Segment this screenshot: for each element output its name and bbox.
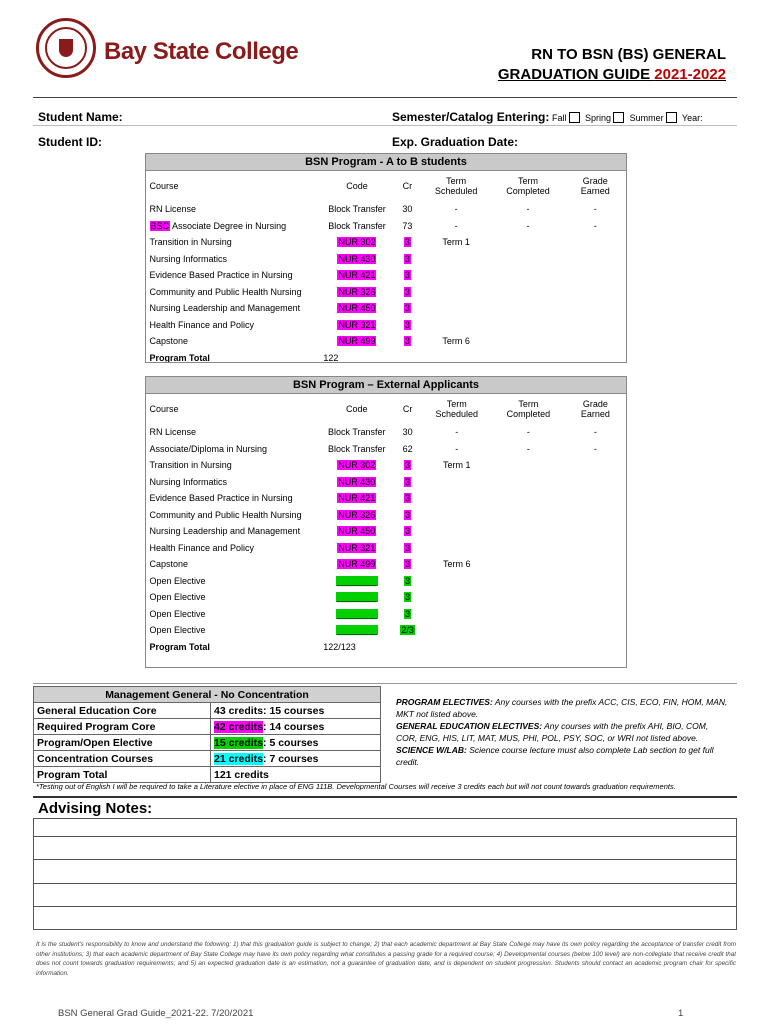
advising-line (33, 906, 737, 907)
header-divider (33, 97, 737, 98)
course-code: NUR 499 (338, 336, 376, 347)
col-course: Course (149, 404, 179, 414)
course-name: Evidence Based Practice in Nursing (149, 493, 293, 504)
advising-title: Advising Notes: (38, 800, 153, 817)
guide-title: RN TO BSN (BS) GENERAL (531, 46, 726, 63)
course-code: NUR 421 (338, 270, 376, 281)
credits: 3 (405, 559, 411, 570)
col-term-completed: Term Completed (506, 176, 550, 196)
course-name: Capstone (149, 336, 189, 347)
course-name: Community and Public Health Nursing (149, 286, 302, 297)
col-term-completed: Term Completed (506, 399, 551, 419)
course-code: ________ (336, 592, 377, 603)
advising-line (33, 836, 737, 837)
credits: 73 (402, 220, 413, 231)
course-code: ________ (336, 608, 377, 619)
term-scheduled: - (455, 443, 459, 454)
course-name: Transition in Nursing (149, 237, 232, 248)
col-course: Course (149, 181, 179, 191)
course-code: Block Transfer (328, 220, 386, 231)
semester-label: Semester/Catalog Entering: (392, 110, 550, 124)
course-code: NUR 421 (338, 493, 376, 504)
col-grade-earned: Grade Earned (580, 399, 610, 419)
course-name: Transition in Nursing (149, 460, 232, 471)
credits: 3 (404, 286, 410, 297)
term-scheduled: - (455, 427, 459, 438)
course-name: Open Elective (149, 575, 206, 586)
credits: 3 (405, 526, 411, 537)
footnote: *Testing out of English I will be required to take a Literature elective in place of ENG 111B. Developmental Courses will receive 3 credits each but will not count towards graduation requirements. (36, 782, 676, 791)
credits: 3 (405, 575, 411, 586)
advising-line (33, 859, 737, 860)
credits: 3 (404, 303, 410, 314)
term-completed: - (526, 427, 530, 438)
credits: 3 (405, 493, 411, 504)
course-code: NUR 499 (338, 559, 376, 570)
term-scheduled: Term 1 (443, 460, 471, 471)
course-code: NUR 321 (338, 319, 376, 330)
grade-earned: - (593, 220, 597, 231)
credits: 3 (405, 509, 411, 520)
page-number: 1 (678, 1008, 684, 1019)
credits: 3 (404, 237, 410, 248)
term-scheduled: Term 6 (442, 336, 470, 347)
term-scheduled: - (454, 220, 458, 231)
credits: 3 (405, 592, 411, 603)
student-name-label: Student Name: (38, 110, 123, 124)
term-scheduled: Term 6 (443, 559, 471, 570)
shield-icon (59, 39, 73, 57)
course-name: Nursing Leadership and Management (149, 303, 301, 314)
term-completed: - (526, 443, 530, 454)
summary-divider (33, 683, 737, 684)
advising-notes-box[interactable] (33, 818, 737, 930)
program-a-title: BSN Program - A to B students (146, 154, 627, 171)
course-name: Community and Public Health Nursing (149, 509, 302, 520)
col-code: Code (346, 181, 368, 191)
summary-row (34, 719, 381, 735)
program-a-total: 122 (323, 352, 339, 363)
program-b-total-label: Program Total (149, 641, 210, 652)
footer-doc-name: BSN General Grad Guide_2021-22. 7/20/2021 (58, 1008, 254, 1019)
course-code: NUR 321 (338, 542, 376, 553)
credits: 3 (405, 542, 411, 553)
course-code: Block Transfer (328, 204, 386, 215)
course-code: ________ (336, 625, 377, 636)
col-cr: Cr (402, 181, 413, 191)
summary-label: Required Program Core (34, 719, 211, 735)
credits: 3 (404, 270, 410, 281)
grade-earned: - (593, 443, 597, 454)
course-code: ________ (336, 575, 377, 586)
grade-earned: - (593, 204, 597, 215)
management-title: Management General - No Concentration (34, 687, 381, 703)
course-name: Nursing Informatics (149, 253, 228, 264)
spring-checkbox[interactable] (613, 112, 624, 123)
col-term-scheduled: Term Scheduled (434, 176, 478, 196)
course-name: Open Elective (149, 625, 206, 636)
term-completed: - (526, 220, 530, 231)
summary-row (34, 735, 381, 751)
course-name: Open Elective (149, 608, 206, 619)
col-code: Code (346, 404, 368, 414)
summary-credits: 43 credits: 15 courses (211, 703, 381, 719)
course-code: NUR 302 (338, 237, 376, 248)
program-b-total: 122/123 (323, 641, 356, 652)
term-checkboxes: Fall Spring Summer Year: (552, 112, 703, 123)
course-name: Evidence Based Practice in Nursing (149, 270, 293, 281)
col-cr: Cr (402, 404, 413, 414)
course-name: Associate/Diploma in Nursing (149, 443, 268, 454)
credits: 62 (402, 443, 413, 454)
summary-credits: 42 credits: 14 courses (211, 719, 381, 735)
summary-label: Program Total (34, 767, 211, 783)
grad-date-label: Exp. Graduation Date: (392, 135, 519, 149)
summary-label: Concentration Courses (34, 751, 211, 767)
credits: 2/3 (401, 625, 414, 636)
term-scheduled: - (454, 204, 458, 215)
col-term-scheduled: Term Scheduled (435, 399, 479, 419)
summary-label: General Education Core (34, 703, 211, 719)
program-b-border (145, 376, 627, 668)
college-name: Bay State College (104, 38, 299, 65)
course-code: NUR 302 (338, 460, 376, 471)
course-code: NUR 326 (338, 286, 376, 297)
management-summary-table (33, 686, 381, 783)
course-name: Health Finance and Policy (149, 319, 255, 330)
course-name: RN License (149, 204, 197, 215)
program-b-title: BSN Program – External Applicants (146, 377, 627, 394)
summary-label: Program/Open Elective (34, 735, 211, 751)
row-divider (33, 125, 737, 126)
course-code: NUR 430 (338, 253, 376, 264)
course-code: Block Transfer (328, 427, 386, 438)
course-code: NUR 450 (338, 303, 376, 314)
credits: 3 (405, 608, 411, 619)
grade-earned: - (593, 427, 597, 438)
summary-credits: 21 credits: 7 courses (211, 751, 381, 767)
summary-credits: 121 credits (211, 767, 381, 783)
course-code: NUR 326 (338, 509, 376, 520)
course-name: Nursing Leadership and Management (149, 526, 301, 537)
course-name: Capstone (149, 559, 189, 570)
course-code: NUR 450 (338, 526, 376, 537)
course-code: Block Transfer (328, 443, 386, 454)
credits: 30 (402, 427, 413, 438)
summary-row (34, 751, 381, 767)
credits: 3 (405, 476, 411, 487)
course-code: NUR 430 (338, 476, 376, 487)
credits: 3 (404, 336, 410, 347)
summary-row (34, 703, 381, 719)
credits: 30 (402, 204, 413, 215)
credits: 3 (404, 253, 410, 264)
electives-notes: PROGRAM ELECTIVES: Any courses with the prefix ACC, CIS, ECO, FIN, HOM, MAN, MKT not listed above. GENERAL EDUCATION ELECTIVES: Any courses with the prefix AHI, BIO, COM, COR, ENG, HIS, LIT, MAT, MUS, PHI, POL, PSY, SOC, or WRI not listed above. SCIENCE W/LAB: Science course lecture must also complete Lab section to get full credit. (396, 697, 728, 767)
program-a-total-label: Program Total (149, 352, 210, 363)
summary-credits: 15 credits: 5 courses (211, 735, 381, 751)
college-seal-logo (36, 18, 96, 78)
credits: 3 (404, 319, 410, 330)
course-name: Open Elective (149, 592, 206, 603)
col-grade-earned: Grade Earned (580, 176, 610, 196)
course-name: BSC Associate Degree in Nursing (150, 220, 287, 231)
summer-checkbox[interactable] (666, 112, 677, 123)
course-name: Nursing Informatics (149, 476, 228, 487)
program-a-border (145, 153, 627, 363)
summary-row (34, 767, 381, 783)
term-scheduled: Term 1 (442, 237, 470, 248)
student-id-label: Student ID: (38, 135, 102, 149)
credits: 3 (405, 460, 411, 471)
fall-checkbox[interactable] (569, 112, 580, 123)
course-name: RN License (149, 427, 197, 438)
disclaimer: It is the student's responsibility to know and understand the following: 1) that this graduation guide is subject to change; 2) that each academic department at Bay State College may have its own policy regarding the acceptance of transfer credit from other institutions; 3) that each academic department of Bay State College may have its own policy regarding what constitutes a passing grade for a required course; 4) Developmental courses (below 100 level) are non-collegiate that receive credit that does not count towards graduation requirements; and 5) an expected graduation date is an estimation, not a guarantee of graduation date, and is dependent on student progression. Students should contact an academic program chair for specific information. (36, 941, 736, 977)
advising-line (33, 883, 737, 884)
guide-subtitle: GRADUATION GUIDE 2021-2022 (497, 66, 726, 83)
term-completed: - (526, 204, 530, 215)
advising-divider (33, 796, 737, 798)
course-name: Health Finance and Policy (149, 542, 255, 553)
